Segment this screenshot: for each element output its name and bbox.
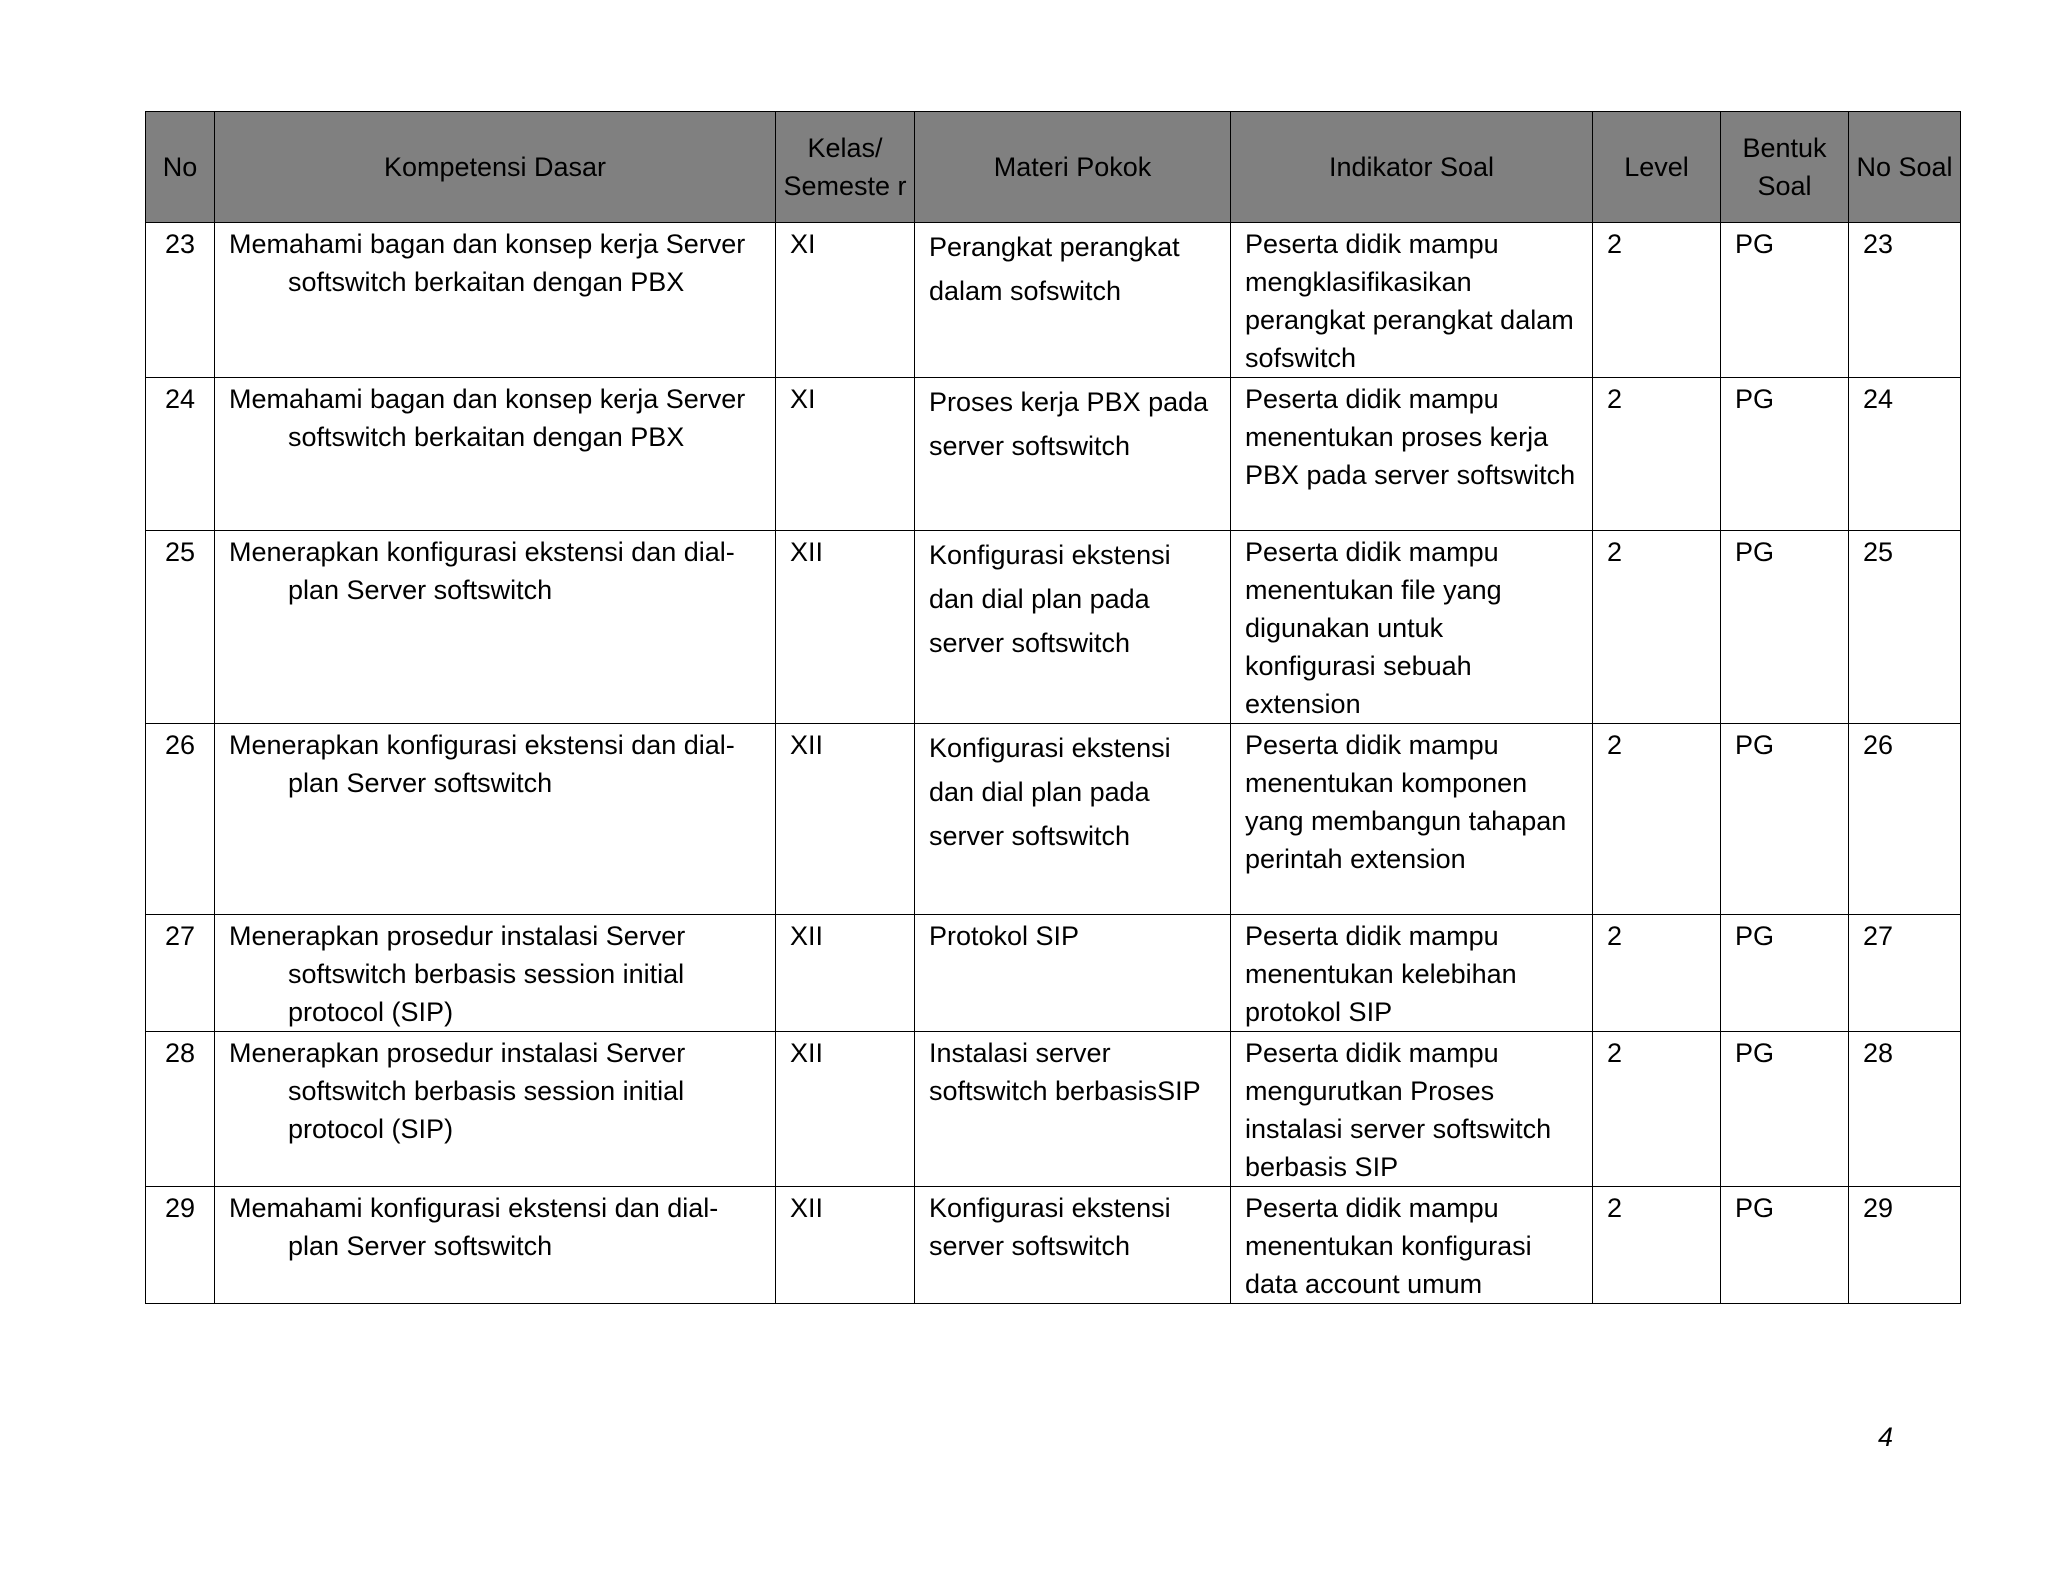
table-body xyxy=(146,223,1961,1304)
materi-pokok-text: Konfigurasi ekstensi server softswitch xyxy=(929,1193,1171,1261)
header-no: No xyxy=(146,112,215,223)
materi-pokok-text: Perangkat perangkat dalam sofswitch xyxy=(929,232,1180,306)
header-indikator-soal: Indikator Soal xyxy=(1231,112,1593,223)
cell-level: 2 xyxy=(1593,1032,1721,1187)
cell-kompetensi-dasar xyxy=(215,915,776,1032)
cell-kompetensi-dasar xyxy=(215,378,776,531)
header-bentuk-soal: Bentuk Soal xyxy=(1721,112,1849,223)
cell-no-soal: 28 xyxy=(1849,1032,1961,1187)
cell-kompetensi-dasar xyxy=(215,531,776,724)
kompetensi-dasar-text: Menerapkan prosedur instalasi Server softswitch berbasis session initial protocol (SIP) xyxy=(229,1038,686,1144)
cell-kelas: XII xyxy=(776,531,915,724)
header-no-soal: No Soal xyxy=(1849,112,1961,223)
cell-materi-pokok xyxy=(915,223,1231,378)
header-kompetensi-dasar: Kompetensi Dasar xyxy=(215,112,776,223)
cell-no-soal: 24 xyxy=(1849,378,1961,531)
header-level: Level xyxy=(1593,112,1721,223)
kompetensi-dasar-text: Memahami konfigurasi ekstensi dan dial-plan Server softswitch xyxy=(229,1193,719,1261)
cell-materi-pokok xyxy=(915,915,1231,1032)
page-number: 4 xyxy=(1878,1422,1894,1452)
cell-kompetensi-dasar xyxy=(215,223,776,378)
materi-pokok-text: Konfigurasi ekstensi dan dial plan pada server softswitch xyxy=(929,540,1171,658)
table-row xyxy=(146,724,1961,915)
cell-level: 2 xyxy=(1593,1187,1721,1304)
cell-no: 27 xyxy=(146,915,215,1032)
kompetensi-dasar-text: Menerapkan konfigurasi ekstensi dan dial-plan Server softswitch xyxy=(229,537,735,605)
table-row xyxy=(146,1187,1961,1304)
cell-kelas: XI xyxy=(776,223,915,378)
cell-indikator-soal: Peserta didik mampu mengurutkan Proses instalasi server softswitch berbasis SIP xyxy=(1231,1032,1593,1187)
cell-no: 26 xyxy=(146,724,215,915)
materi-pokok-text: Instalasi server softswitch berbasisSIP xyxy=(929,1038,1201,1106)
materi-pokok-text: Protokol SIP xyxy=(929,921,1080,951)
table-row xyxy=(146,1032,1961,1187)
kisi-kisi-table xyxy=(145,111,1961,1304)
cell-level: 2 xyxy=(1593,915,1721,1032)
table-row xyxy=(146,531,1961,724)
kompetensi-dasar-text: Memahami bagan dan konsep kerja Server softswitch berkaitan dengan PBX xyxy=(229,229,746,297)
cell-no: 28 xyxy=(146,1032,215,1187)
cell-kelas: XI xyxy=(776,378,915,531)
cell-level: 2 xyxy=(1593,223,1721,378)
cell-kompetensi-dasar xyxy=(215,1032,776,1187)
table-row xyxy=(146,915,1961,1032)
cell-no-soal: 25 xyxy=(1849,531,1961,724)
cell-no-soal: 29 xyxy=(1849,1187,1961,1304)
kompetensi-dasar-text: Memahami bagan dan konsep kerja Server softswitch berkaitan dengan PBX xyxy=(229,384,746,452)
cell-level: 2 xyxy=(1593,531,1721,724)
header-row xyxy=(146,112,1961,223)
cell-level: 2 xyxy=(1593,378,1721,531)
cell-kompetensi-dasar xyxy=(215,724,776,915)
cell-bentuk-soal: PG xyxy=(1721,1187,1849,1304)
cell-kelas: XII xyxy=(776,1032,915,1187)
cell-indikator-soal: Peserta didik mampu menentukan proses kerja PBX pada server softswitch xyxy=(1231,378,1593,531)
cell-kompetensi-dasar xyxy=(215,1187,776,1304)
kompetensi-dasar-text: Menerapkan konfigurasi ekstensi dan dial-plan Server softswitch xyxy=(229,730,735,798)
cell-materi-pokok xyxy=(915,724,1231,915)
cell-level: 2 xyxy=(1593,724,1721,915)
cell-kelas: XII xyxy=(776,915,915,1032)
cell-indikator-soal: Peserta didik mampu menentukan komponen yang membangun tahapan perintah extension xyxy=(1231,724,1593,915)
cell-indikator-soal: Peserta didik mampu menentukan file yang digunakan untuk konfigurasi sebuah extension xyxy=(1231,531,1593,724)
materi-pokok-text: Proses kerja PBX pada server softswitch xyxy=(929,387,1209,461)
cell-bentuk-soal: PG xyxy=(1721,223,1849,378)
cell-bentuk-soal: PG xyxy=(1721,531,1849,724)
cell-no-soal: 23 xyxy=(1849,223,1961,378)
cell-bentuk-soal: PG xyxy=(1721,915,1849,1032)
cell-indikator-soal: Peserta didik mampu mengklasifikasikan perangkat perangkat dalam sofswitch xyxy=(1231,223,1593,378)
cell-bentuk-soal: PG xyxy=(1721,378,1849,531)
header-materi-pokok: Materi Pokok xyxy=(915,112,1231,223)
cell-indikator-soal: Peserta didik mampu menentukan kelebihan protokol SIP xyxy=(1231,915,1593,1032)
cell-no: 25 xyxy=(146,531,215,724)
cell-kelas: XII xyxy=(776,1187,915,1304)
cell-no: 24 xyxy=(146,378,215,531)
cell-materi-pokok xyxy=(915,378,1231,531)
kompetensi-dasar-text: Menerapkan prosedur instalasi Server softswitch berbasis session initial protocol (SIP) xyxy=(229,921,686,1027)
cell-no-soal: 27 xyxy=(1849,915,1961,1032)
header-kelas-semester: Kelas/ Semeste r xyxy=(776,112,915,223)
cell-bentuk-soal: PG xyxy=(1721,1032,1849,1187)
table-header xyxy=(146,112,1961,223)
cell-materi-pokok xyxy=(915,531,1231,724)
cell-indikator-soal: Peserta didik mampu menentukan konfigurasi data account umum xyxy=(1231,1187,1593,1304)
cell-no-soal: 26 xyxy=(1849,724,1961,915)
materi-pokok-text: Konfigurasi ekstensi dan dial plan pada server softswitch xyxy=(929,733,1171,851)
table-row xyxy=(146,223,1961,378)
cell-bentuk-soal: PG xyxy=(1721,724,1849,915)
cell-no: 23 xyxy=(146,223,215,378)
cell-materi-pokok xyxy=(915,1032,1231,1187)
cell-kelas: XII xyxy=(776,724,915,915)
cell-materi-pokok xyxy=(915,1187,1231,1304)
table-row xyxy=(146,378,1961,531)
cell-no: 29 xyxy=(146,1187,215,1304)
